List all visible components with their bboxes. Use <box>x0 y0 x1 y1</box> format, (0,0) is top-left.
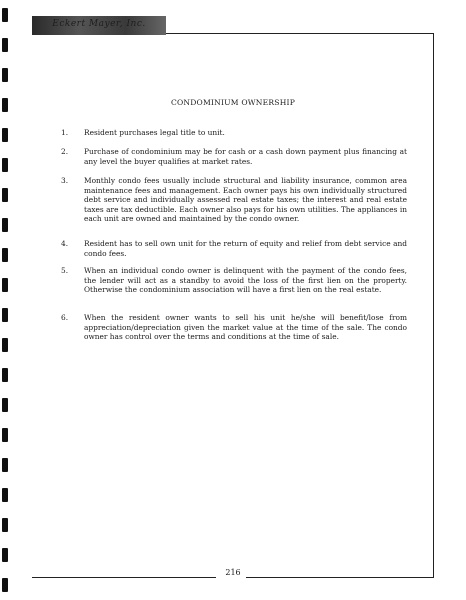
page-number: 216 <box>225 568 241 577</box>
binder-hole-mark <box>2 308 8 322</box>
item-number: 4. <box>61 239 69 248</box>
top-rule <box>166 33 434 34</box>
binder-hole-mark <box>2 368 8 382</box>
binder-hole-mark <box>2 218 8 232</box>
binder-hole-mark <box>2 188 8 202</box>
binder-hole-mark <box>2 248 8 262</box>
item-number: 1. <box>61 128 69 137</box>
item-number: 6. <box>61 313 69 322</box>
company-label: Eckert Mayer, Inc. <box>52 19 146 29</box>
item-text: When an individual condo owner is delinquent with the payment of the condo fees, the lender will act as a standby to avoid the loss of the first lien on the property. Otherwise the condominium association will have a first lien on the real estate. <box>84 266 407 295</box>
binder-hole-mark <box>2 428 8 442</box>
item-number: 5. <box>61 266 69 275</box>
binder-hole-mark <box>2 68 8 82</box>
item-text: Resident has to sell own unit for the return of equity and relief from debt service and condo fees. <box>84 239 407 258</box>
binder-hole-mark <box>2 518 8 532</box>
binder-hole-mark <box>2 338 8 352</box>
binder-hole-mark <box>2 578 8 592</box>
item-number: 3. <box>61 176 69 185</box>
binder-hole-mark <box>2 458 8 472</box>
binder-hole-mark <box>2 8 8 22</box>
binder-hole-mark <box>2 398 8 412</box>
binder-hole-mark <box>2 488 8 502</box>
binder-hole-mark <box>2 128 8 142</box>
bottom-rule-left <box>32 577 216 578</box>
document-title: CONDOMINIUM OWNERSHIP <box>170 98 296 107</box>
item-text: Monthly condo fees usually include structural and liability insurance, common area maintenance fees and management. Each owner pays his own individually structured debt service and individually assessed real estate taxes; the interest and real estate taxes are tax deductible. Each owner also pays for his own utilities. The appliances in each unit are owned and maintained by the condo owner. <box>84 176 407 224</box>
item-text: Purchase of condominium may be for cash or a cash down payment plus financing at any level the buyer qualifies at market rates. <box>84 147 407 166</box>
binder-hole-mark <box>2 278 8 292</box>
bottom-rule-right <box>246 577 434 578</box>
binder-hole-mark <box>2 548 8 562</box>
item-text: Resident purchases legal title to unit. <box>84 128 225 137</box>
item-number: 2. <box>61 147 69 156</box>
right-rule <box>433 33 434 578</box>
binder-hole-mark <box>2 158 8 172</box>
binder-hole-mark <box>2 38 8 52</box>
item-text: When the resident owner wants to sell his unit he/she will benefit/lose from appreciation/depreciation given the market value at the time of the sale. The condo owner has control over the terms and conditions at the time of sale. <box>84 313 407 342</box>
header-logo-block <box>32 16 166 35</box>
